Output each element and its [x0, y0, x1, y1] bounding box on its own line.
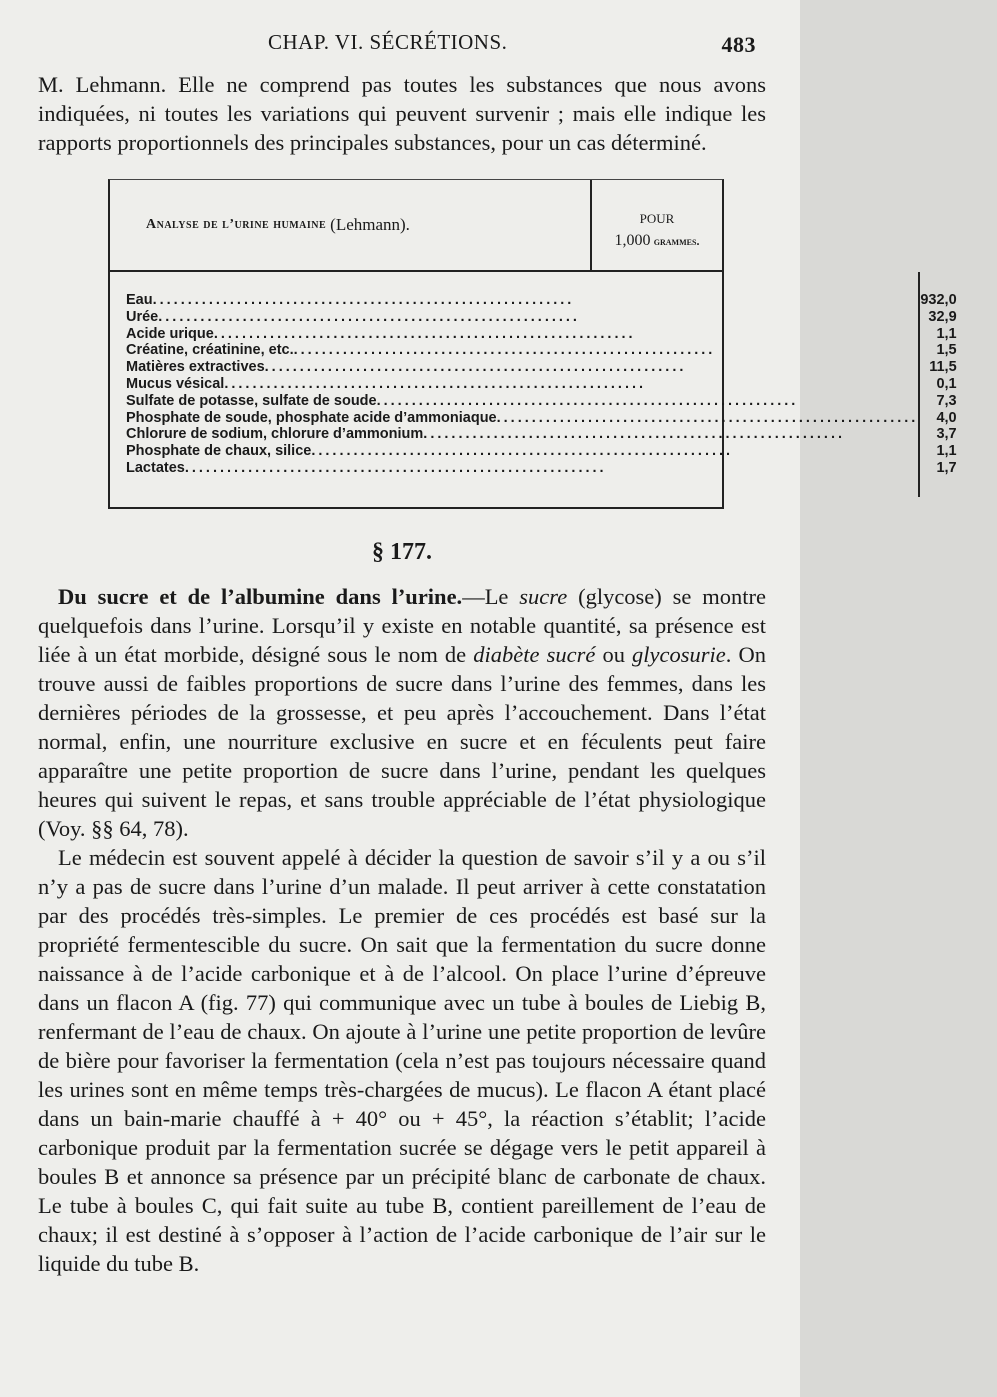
term-sucre: sucre — [519, 583, 568, 609]
row-value: 1,1 — [936, 443, 957, 460]
leader-dots: ............................................................ — [184, 459, 607, 476]
leader-dots: ............................................................ — [496, 409, 919, 426]
para1-text-a: —Le — [462, 583, 520, 609]
row-label: Chlorure de sodium, chlorure d’ammonium — [126, 426, 424, 443]
leader-dots: ............................................................ — [264, 359, 687, 376]
table-row-label — [126, 309, 918, 326]
row-value: 1,7 — [936, 459, 957, 476]
table-labels-column — [110, 272, 918, 497]
row-value: 0,1 — [936, 375, 957, 392]
leader-dots: ............................................................ — [293, 342, 716, 359]
chapter-title: CHAP. VI. SÉCRÉTIONS. — [268, 30, 508, 54]
unit-number: 1,000 — [614, 232, 651, 249]
table-caption-title: Analyse de l’urine humaine — [146, 217, 327, 232]
row-value: 1,1 — [936, 325, 957, 342]
para1-text-c: ou — [595, 641, 633, 667]
unit-line-2 — [615, 230, 700, 252]
table-bottom-rule — [110, 497, 722, 509]
term-diabete: diabète sucré — [473, 641, 596, 667]
row-value: 1,5 — [936, 342, 957, 359]
table-row-label — [126, 410, 918, 427]
row-value: 3,7 — [936, 426, 957, 443]
row-value: 4,0 — [936, 409, 957, 426]
row-label: Urée — [126, 308, 159, 325]
row-label: Acide urique — [126, 325, 214, 342]
table-body — [110, 272, 957, 497]
paragraph-sugar — [38, 582, 766, 843]
row-label: Lactates — [126, 459, 185, 476]
table-row-label — [126, 326, 918, 343]
leader-dots: ............................................................ — [158, 308, 580, 325]
paragraph-test-method: Le médecin est souvent appelé à décider la question de savoir s’il y a ou s’il n’y a pas de sucre dans l’urine d’un malade. Il peut arriver à cette constatation par des procédés très-simples. Le premier de ces procédés est basé sur la propriété fermentescible du sucre. On sait que la fermentation du sucre donne naissance à de l’acide carbonique et à de l’alcool. On place l’urine d’épreuve dans un flacon A (fig. 77) qui communique avec un tube à boules de Liebig B, renfermant de l’eau de chaux. On ajoute à l’urine une petite proportion de levûre de bière pour favoriser la fermentation (cela n’est pas toujours nécessaire quand les urines sont en même temps très-chargées de mucus). Le flacon A étant placé dans un bain-marie chauffé à + 40° ou + 45°, la réaction s’établit; l’acide carbonique produit par la fermentation sucrée se dégage vers le petit appareil à boules B et annonce sa présence par un précipité blanc de carbonate de chaux. Le tube à boules C, qui fait suite au tube B, contient pareillement de l’eau de chaux; il est destiné à s’opposer à l’action de l’acide carbonique de l’air sur le liquide du tube B. — [38, 844, 766, 1276]
table-header — [110, 180, 722, 272]
row-value: 7,3 — [936, 392, 957, 409]
row-label: Phosphate de soude, phosphate acide d’ammoniaque — [126, 409, 497, 426]
urine-analysis-table — [108, 179, 957, 509]
table-row-label — [126, 342, 918, 359]
row-label: Phosphate de chaux, silice — [126, 443, 312, 460]
unit-word: grammes. — [653, 234, 700, 248]
page-number: 483 — [721, 32, 756, 57]
table-row-label — [126, 359, 918, 376]
section-heading: § 177. — [372, 538, 432, 565]
table-caption — [110, 180, 590, 270]
leader-dots: ............................................................ — [213, 325, 636, 342]
leader-dots: ............................................................ — [376, 392, 799, 409]
table-caption-author: (Lehmann). — [330, 215, 410, 234]
row-value: 11,5 — [929, 359, 957, 376]
term-glycosurie: glycosurie — [632, 641, 726, 667]
row-label: Mucus vésical — [126, 375, 225, 392]
table-row-label — [126, 376, 918, 393]
paragraph-lead: Du sucre et de l’albumine dans l’urine. — [58, 583, 463, 609]
leader-dots: ............................................................ — [423, 426, 846, 443]
leader-dots: ............................................................ — [311, 443, 734, 460]
leader-dots: ............................................................ — [224, 375, 647, 392]
row-label: Matières extractives — [126, 359, 265, 376]
leader-dots: ............................................................ — [152, 292, 575, 308]
table-row-label — [126, 292, 918, 309]
row-value: 32,9 — [928, 308, 957, 325]
table-row-label — [126, 426, 918, 443]
running-header — [38, 0, 766, 58]
row-label: Créatine, créatinine, etc. — [126, 342, 294, 359]
table-unit-header — [590, 180, 722, 270]
table-values-column — [918, 272, 996, 497]
intro-paragraph: M. Lehmann. Elle ne comprend pas toutes les substances que nous avons indiquées, ni toutes les variations qui peuvent survenir ; mais elle indique les rapports proportionnels des principales substances, pour un cas déterminé. — [38, 72, 766, 155]
row-label: Eau — [126, 292, 153, 308]
row-value: 932,0 — [920, 292, 957, 308]
para1-text-b: (glycose) se montre quelquefois dans l’urine. Lorsqu’il y existe en notable quantité, sa présence est liée à un état morbide, désigné sous le nom de — [38, 583, 766, 667]
table-row-label — [126, 460, 918, 477]
para1-text-d: . On trouve aussi de faibles proportions de sucre dans l’urine des femmes, dans les dernières périodes de la grossesse, et peu après l’accouchement. Dans l’état normal, enfin, une nourriture exclusive en sucre et en féculents peut faire apparaître une petite proportion de sucre dans l’urine, pendant les quelques heures qui suivent le repas, et sans trouble appréciable de l’état physiologique (Voy. §§ 64, 78). — [38, 641, 767, 841]
row-label: Sulfate de potasse, sulfate de soude — [126, 392, 377, 409]
table-row-label — [126, 393, 918, 410]
unit-line-1: POUR — [639, 211, 675, 226]
table-row-label — [126, 443, 918, 460]
